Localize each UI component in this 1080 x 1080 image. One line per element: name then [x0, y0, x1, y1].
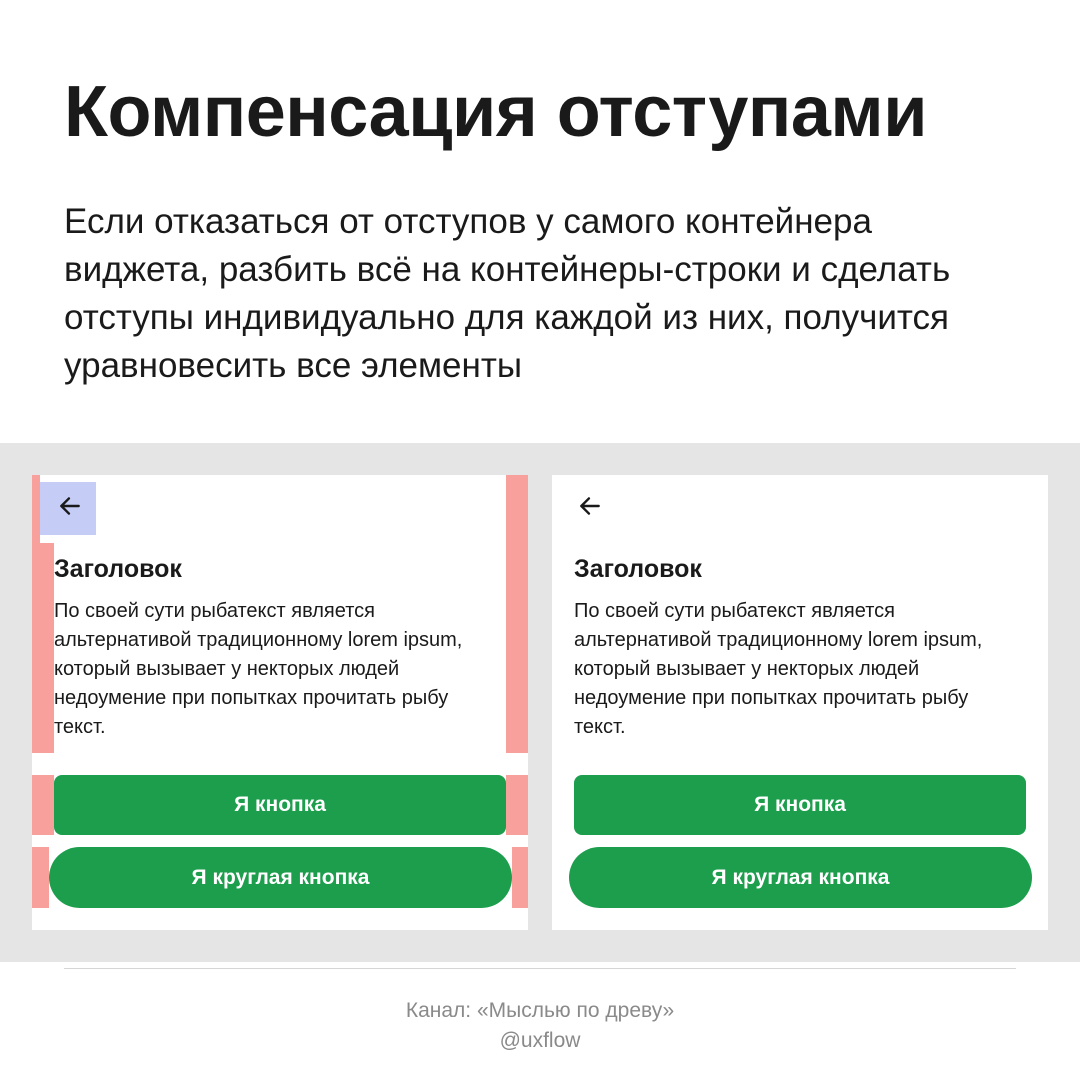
- channel-name: Канал: «Мыслью по древу»: [405, 999, 675, 1022]
- card-title: Заголовок: [54, 555, 182, 583]
- padding-left-round-button: [32, 847, 49, 908]
- page-title: Компенсация отступами: [64, 72, 927, 152]
- padding-left-content: [32, 543, 54, 753]
- footer: [0, 996, 1080, 1056]
- round-button[interactable]: Я круглая кнопка: [49, 847, 512, 908]
- primary-button[interactable]: Я кнопка: [574, 775, 1026, 835]
- card-title: Заголовок: [574, 555, 702, 583]
- padding-left-header: [32, 475, 40, 543]
- footer-divider: [64, 968, 1016, 969]
- round-button[interactable]: Я круглая кнопка: [569, 847, 1032, 908]
- intro-text: Если отказаться от отступов у самого контейнера виджета, разбить всё на контейнеры-строки и сделать отступы индивидуально для каждой из них, получится уравновесить все элементы: [64, 202, 951, 385]
- padding-right-round-button: [512, 847, 528, 908]
- widget-panel-annotated: [32, 475, 528, 930]
- padding-right-button: [506, 775, 528, 835]
- padding-left-button: [32, 775, 54, 835]
- card-body-text: По своей сути рыбатекст является альтернативой традиционному lorem ipsum, который вызывает у некторых людей недоумение при попытках прочитать рыбу текст.: [54, 600, 463, 738]
- primary-button[interactable]: Я кнопка: [54, 775, 506, 835]
- back-button[interactable]: [54, 490, 86, 522]
- arrow-left-icon: [57, 493, 83, 519]
- card-body-text: По своей сути рыбатекст является альтернативой традиционному lorem ipsum, который вызывает у некторых людей недоумение при попытках прочитать рыбу текст.: [574, 600, 983, 738]
- comparison-stage: [0, 443, 1080, 962]
- padding-right-content: [506, 475, 528, 753]
- arrow-left-icon: [577, 493, 603, 519]
- channel-handle: @uxflow: [499, 1029, 581, 1052]
- back-button[interactable]: [574, 490, 606, 522]
- widget-panel-clean: [552, 475, 1048, 930]
